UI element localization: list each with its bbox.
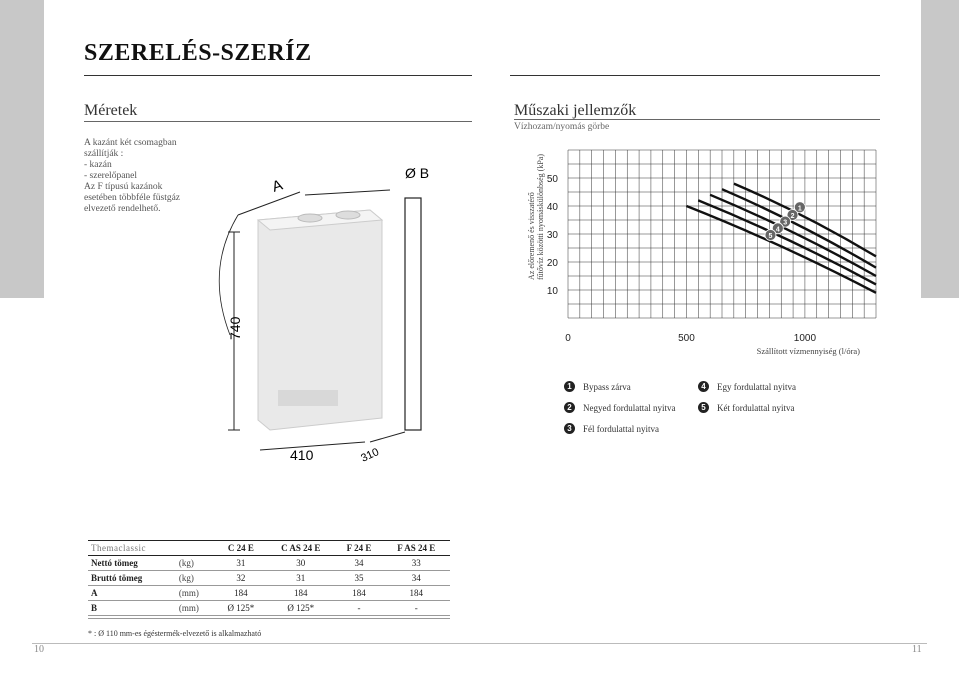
- depth-dimension-line: [370, 432, 405, 442]
- y-tick-label: 50: [546, 174, 558, 185]
- chart-y-label-line1: Az előremenő és visszatérő: [527, 192, 536, 280]
- footnote: * : Ø 110 mm-es égéstermék-elvezető is alkalmazható: [88, 629, 262, 638]
- series-marker-label: 1: [797, 205, 802, 213]
- dimensions-heading: Méretek: [84, 102, 138, 119]
- dimensions-heading-rule: [84, 121, 472, 122]
- tech-subtitle: Vízhozam/nyomás görbe: [514, 122, 610, 132]
- label-depth: 310: [359, 446, 381, 465]
- boiler-control-panel: [278, 390, 338, 406]
- tech-heading: Műszaki jellemzők: [514, 102, 637, 119]
- label-width: 410: [290, 447, 314, 463]
- flue-inlet: [336, 211, 360, 219]
- chart-y-label-line2: fűtővíz közötti nyomáskülönbség (kPa): [536, 154, 545, 280]
- wall-section: [405, 198, 421, 430]
- spec-table: [88, 540, 450, 616]
- flue-outlet: [298, 214, 322, 222]
- left-side-tab: [0, 0, 44, 298]
- table-row: Nettó tömeg (kg) 31 30 34 33: [88, 556, 450, 571]
- page-title: SZERELÉS-SZERÍZ: [84, 40, 312, 66]
- model-label: Themaclassic: [88, 541, 216, 556]
- y-tick-label: 40: [546, 202, 558, 213]
- y-tick-label: 30: [546, 230, 558, 241]
- column-header: F AS 24 E: [383, 541, 450, 556]
- legend-item-2: 2 Negyed fordulattal nyitva: [564, 397, 675, 418]
- chart-x-label: Szállított vízmennyiség (l/óra): [756, 346, 860, 356]
- table-row: B (mm) Ø 125* Ø 125* - -: [88, 601, 450, 616]
- dimensions-intro: A kazánt két csomagban szállítják : - kazán - szerelőpanel Az F típusú kazánok esetében többféle füstgáz elvezető rendelhető.: [84, 138, 181, 214]
- label-height: 740: [227, 316, 243, 340]
- table-row: A (mm) 184 184 184 184: [88, 586, 450, 601]
- a-dimension-line: [238, 192, 300, 215]
- y-tick-label: 10: [546, 286, 558, 297]
- table-row: Bruttó tömeg (kg) 32 31 35 34: [88, 571, 450, 586]
- label-b: Ø B: [405, 165, 430, 181]
- series-marker-label: 5: [768, 232, 773, 240]
- y-tick-label: 20: [546, 258, 558, 269]
- page-bottom-rule: [32, 643, 927, 644]
- footnote-rule: [88, 618, 450, 619]
- tech-heading-rule: [514, 119, 880, 120]
- right-side-tab: [921, 0, 959, 298]
- table-header-row: [88, 541, 450, 556]
- page-number-right: 11: [912, 644, 922, 655]
- chart-ticks: [547, 174, 817, 344]
- series-marker-label: 4: [775, 226, 780, 234]
- legend-item-1: 1 Bypass zárva: [564, 376, 675, 397]
- chart-grid: [568, 150, 876, 318]
- page-number-left: 10: [34, 644, 44, 655]
- x-tick-label: 1000: [793, 333, 817, 344]
- b-dimension-line: [305, 190, 390, 195]
- legend-right: [698, 376, 796, 418]
- series-marker-label: 3: [783, 219, 788, 227]
- column-header: C 24 E: [216, 541, 266, 556]
- boiler-dimension-diagram: [200, 150, 450, 470]
- x-tick-label: 500: [678, 333, 695, 344]
- label-a: A: [269, 176, 285, 196]
- x-tick-label: 0: [565, 333, 571, 344]
- legend-item-5: 5 Két fordulattal nyitva: [698, 397, 796, 418]
- legend-item-4: 4 Egy fordulattal nyitva: [698, 376, 796, 397]
- legend-item-3: 3 Fél fordulattal nyitva: [564, 418, 675, 439]
- right-title-rule: [510, 75, 880, 76]
- column-header: F 24 E: [335, 541, 382, 556]
- column-header: C AS 24 E: [266, 541, 335, 556]
- series-marker-label: 2: [790, 212, 795, 220]
- pressure-flow-chart: [514, 140, 884, 360]
- title-rule: [84, 75, 472, 76]
- legend-left: [564, 376, 675, 439]
